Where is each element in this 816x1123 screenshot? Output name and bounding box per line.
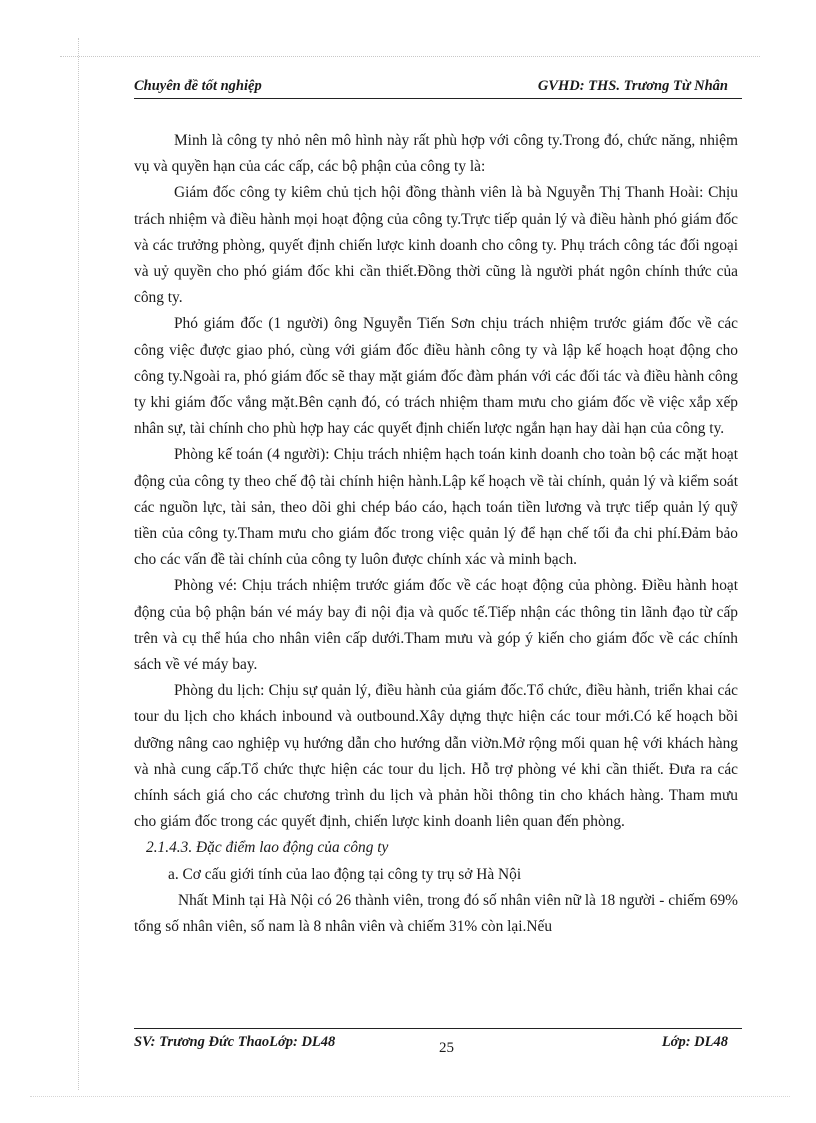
footer-divider: [134, 1028, 742, 1029]
sub-item-heading: a. Cơ cấu giới tính của lao động tại công ty trụ sở Hà Nội: [168, 865, 522, 883]
body-paragraph: Phòng du lịch: Chịu sự quản lý, điều hành của giám đốc.Tổ chức, điều hành, triển khai các tour du lịch cho khách inbound và outbound.Xây dựng thực hiện các tour mới.Có kế hoạch bồi dưỡng nâng cao nghiệp vụ hướng dẫn cho hướng dẫn viờn.Mở rộng mối quan hệ với khách hàng và nhà cung cấp.Tổ chức thực hiện các tour du lịch. Hỗ trợ phòng vé khi cần thiết. Đưa ra các chính sách giá cho các chương trình du lịch và phản hồi thông tin cho khách hàng. Tham mưu cho giám đốc trong các quyết định, chiến lược kinh doanh liên quan đến phòng.: [134, 682, 738, 831]
header-divider: [134, 98, 742, 99]
page-body: [134, 128, 738, 940]
body-paragraph: Minh là công ty nhỏ nên mô hình này rất phù hợp với công ty.Trong đó, chức năng, nhiệm vụ và quyền hạn của các cấp, các bộ phận của công ty là:: [134, 132, 738, 176]
header-supervisor: GVHD: THS. Trương Từ Nhân: [537, 78, 728, 94]
body-paragraph: Phòng vé: Chịu trách nhiệm trước giám đốc về các hoạt động của phòng. Điều hành hoạt động của bộ phận bán vé máy bay đi nội địa và quốc tế.Tiếp nhận các thông tin lãnh đạo từ cấp trên và cụ thể húa cho nhân viên cấp dưới.Tham mưu và góp ý kiến cho giám đốc về các chính sách về vé máy bay.: [134, 577, 738, 674]
body-paragraph: Phòng kế toán (4 người): Chịu trách nhiệm hạch toán kinh doanh cho toàn bộ các mặt hoạt động của công ty theo chế độ tài chính hiện hành.Lập kế hoạch về tài chính, quản lý và kiểm soát các nguồn lực, tài sản, theo dõi ghi chép báo cáo, hạch toán tiền lương và trực tiếp quản lý quỹ tiền của công ty.Tham mưu cho giám đốc trong việc quản lý để hạn chế tối đa chi phí.Đảm bảo cho các vấn đề tài chính của công ty luôn được chính xác và minh bạch.: [134, 446, 738, 569]
page-number: 25: [439, 1040, 454, 1056]
page-header: [134, 76, 742, 98]
page-frame-bottom-guide: [30, 1096, 790, 1098]
footer-student-info: SV: Trương Đức ThaoLớp: DL48: [134, 1034, 336, 1050]
body-paragraph: Nhất Minh tại Hà Nội có 26 thành viên, trong đó số nhân viên nữ là 18 người - chiếm 69% tổng số nhân viên, số nam là 8 nhân viên và chiếm 31% còn lại.Nếu: [134, 891, 738, 936]
section-heading: 2.1.4.3. Đặc điểm lao động của công ty: [146, 839, 389, 857]
header-document-title: Chuyên đề tốt nghiệp: [134, 78, 262, 94]
page-frame-top-guide: [60, 56, 760, 58]
page-frame-vertical-guide: [78, 38, 80, 1090]
footer-class: Lớp: DL48: [661, 1034, 728, 1050]
page-footer: [134, 1034, 742, 1058]
body-paragraph: Phó giám đốc (1 người) ông Nguyễn Tiến Sơn chịu trách nhiệm trước giám đốc về các công việc được giao phó, cùng với giám đốc điều hành công ty và lập kế hoạch hoạt động cho công ty.Ngoài ra, phó giám đốc sẽ thay mặt giám đốc đàm phán với các đối tác và điều hành công ty khi giám đốc vắng mặt.Bên cạnh đó, có trách nhiệm tham mưu cho giám đốc về việc xắp xếp nhân sự, tài chính cho phù hợp hay các quyết định chiến lược ngắn hạn hay dài hạn của công ty.: [134, 315, 738, 438]
body-paragraph: Giám đốc công ty kiêm chủ tịch hội đồng thành viên là bà Nguyễn Thị Thanh Hoài: Chịu trách nhiệm và điều hành mọi hoạt động của công ty.Trực tiếp quản lý và điều hành phó giám đốc và các trưởng phòng, quyết định chiến lược kinh doanh cho công ty. Phụ trách công tác đối ngoại và uỷ quyền cho phó giám đốc khi cần thiết.Đồng thời cũng là người phát ngôn chính thức của công ty.: [134, 184, 738, 307]
